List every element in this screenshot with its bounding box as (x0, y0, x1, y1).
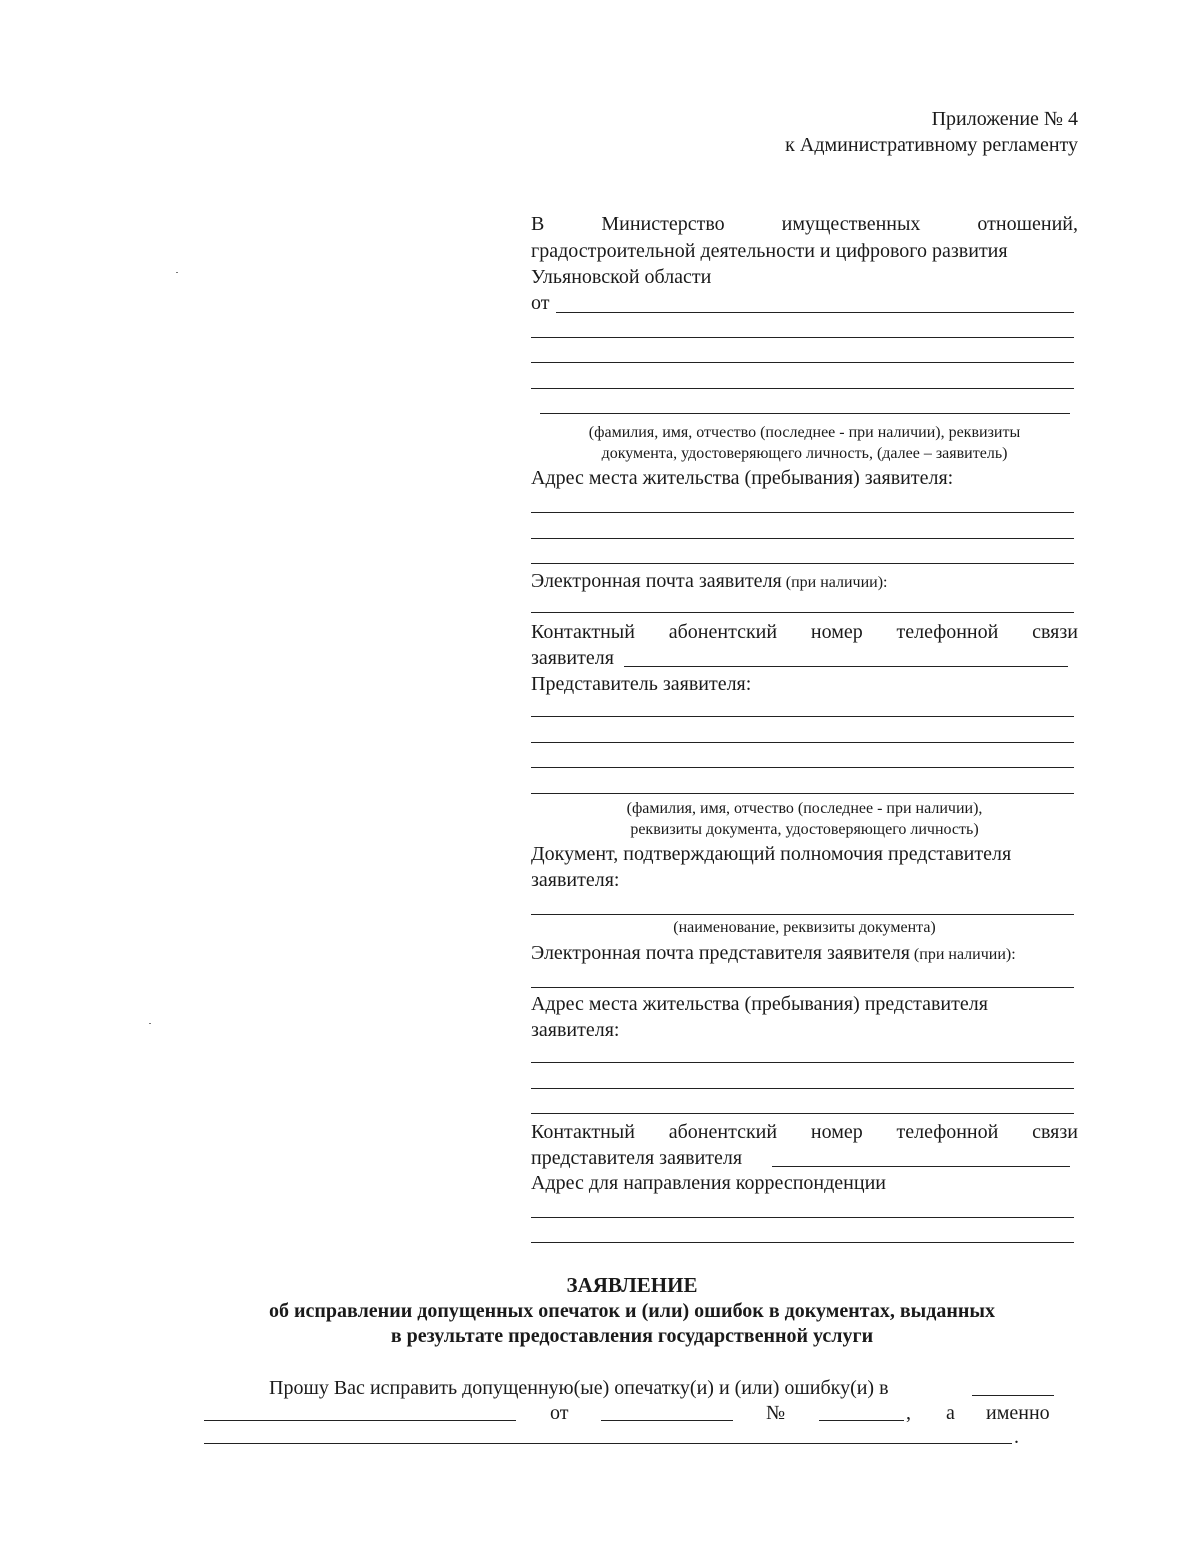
annex-number: Приложение № 4 (931, 108, 1078, 130)
number-sign: № (766, 1402, 786, 1424)
phone-word: абонентский (668, 1121, 778, 1143)
rep-caption-2: реквизиты документа, удостоверяющего личность) (630, 821, 979, 838)
phone-word: номер (810, 1121, 863, 1143)
representative-line[interactable] (531, 793, 1074, 794)
scan-speck (176, 272, 178, 273)
from-field-line[interactable] (556, 312, 1074, 313)
applicant-phone-line1 (531, 619, 1078, 645)
rep-phone-line[interactable] (772, 1166, 1070, 1167)
annex-regulation: к Административному регламенту (785, 134, 1078, 156)
applicant-phone-label: заявителя (531, 647, 614, 669)
applicant-email-optional: (при наличии): (785, 574, 888, 591)
rep-email-line[interactable] (531, 987, 1074, 988)
from-word: от (550, 1402, 569, 1424)
phone-word: Контактный (531, 1121, 635, 1143)
phone-word: абонентский (668, 621, 778, 643)
statement-subtitle-1: об исправлении допущенных опечаток и (или) ошибок в документах, выданных (268, 1300, 996, 1322)
rep-caption-1: (фамилия, имя, отчество (последнее - при наличии), (626, 800, 983, 817)
applicant-address-label: Адрес места жительства (пребывания) заявителя: (531, 467, 954, 489)
comma: , (906, 1402, 911, 1424)
applicant-email-text: Электронная почта заявителя (531, 570, 782, 592)
phone-word: телефонной (896, 1121, 999, 1143)
recipient-word: имущественных (781, 213, 921, 235)
rep-phone-line1 (531, 1119, 1078, 1145)
from-field-line[interactable] (531, 362, 1074, 363)
namely-word: именно (986, 1402, 1050, 1424)
recipient-line1 (531, 211, 1078, 237)
error-description-line[interactable] (204, 1443, 1012, 1444)
recipient-word: Министерство (601, 213, 725, 235)
phone-word: Контактный (531, 621, 635, 643)
applicant-phone-line[interactable] (624, 666, 1068, 667)
applicant-address-line[interactable] (531, 563, 1074, 564)
applicant-address-line[interactable] (531, 512, 1074, 513)
from-field-line[interactable] (540, 413, 1070, 414)
representative-line[interactable] (531, 767, 1074, 768)
recipient-line2: градостроительной деятельности и цифрового развития (531, 240, 1008, 262)
rep-address-label-2: заявителя: (531, 1019, 620, 1041)
correspondence-line[interactable] (531, 1217, 1074, 1218)
representative-line[interactable] (531, 716, 1074, 717)
applicant-caption-2: документа, удостоверяющего личность, (далее – заявитель) (601, 445, 1008, 462)
statement-title: ЗАЯВЛЕНИЕ (566, 1273, 698, 1297)
recipient-line3: Ульяновской области (531, 266, 712, 288)
rep-email-optional: (при наличии): (913, 946, 1016, 963)
representative-label: Представитель заявителя: (531, 673, 752, 695)
rep-doc-line[interactable] (531, 914, 1074, 915)
phone-word: связи (1032, 1121, 1078, 1143)
document-date-line[interactable] (601, 1420, 733, 1421)
rep-doc-label-1: Документ, подтверждающий полномочия представителя (531, 843, 1012, 865)
correspondence-line[interactable] (531, 1242, 1074, 1243)
rep-phone-label: представителя заявителя (531, 1147, 743, 1169)
recipient-word: отношений, (977, 213, 1078, 235)
from-label: от (531, 292, 550, 314)
rep-email-label (531, 940, 1016, 966)
scan-speck (149, 1023, 151, 1024)
representative-line[interactable] (531, 742, 1074, 743)
phone-word: связи (1032, 621, 1078, 643)
rep-address-label-1: Адрес места жительства (пребывания) представителя (531, 993, 988, 1015)
applicant-address-line[interactable] (531, 538, 1074, 539)
and-word: а (946, 1402, 955, 1424)
final-period: . (1014, 1426, 1019, 1448)
rep-address-line[interactable] (531, 1062, 1074, 1063)
request-text: Прошу Вас исправить допущенную(ые) опечатку(и) и (или) ошибку(и) в (269, 1377, 889, 1399)
applicant-email-label (531, 568, 888, 594)
statement-subtitle-2: в результате предоставления государственной услуги (390, 1325, 874, 1347)
rep-address-line[interactable] (531, 1088, 1074, 1089)
correspondence-label: Адрес для направления корреспонденции (531, 1172, 886, 1194)
from-field-line[interactable] (531, 388, 1074, 389)
from-field-line[interactable] (531, 337, 1074, 338)
phone-word: телефонной (896, 621, 999, 643)
document-number-line[interactable] (819, 1420, 904, 1421)
document-field-line[interactable] (972, 1395, 1054, 1396)
rep-doc-caption: (наименование, реквизиты документа) (673, 919, 936, 936)
applicant-caption-1: (фамилия, имя, отчество (последнее - при наличии), реквизиты (588, 424, 1021, 441)
phone-word: номер (810, 621, 863, 643)
rep-doc-label-2: заявителя: (531, 869, 620, 891)
applicant-email-line[interactable] (531, 612, 1074, 613)
rep-email-text: Электронная почта представителя заявителя (531, 942, 910, 964)
recipient-word: В (531, 213, 545, 235)
document-name-line[interactable] (204, 1420, 516, 1421)
rep-address-line[interactable] (531, 1113, 1074, 1114)
